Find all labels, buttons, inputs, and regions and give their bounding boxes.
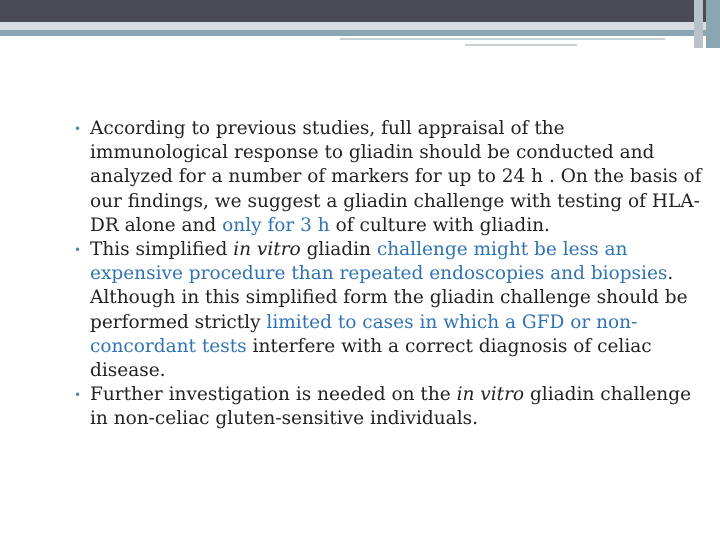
text-segment: gliadin challenge in non-celiac gluten-sensitive individuals. (90, 384, 692, 430)
header-accent-line (465, 44, 577, 46)
header-stripe-teal (0, 30, 720, 36)
bullet-text (90, 118, 702, 236)
highlighted-text: only for 3 h (222, 214, 330, 236)
text-segment: gliadin (300, 239, 377, 261)
header-bar (0, 0, 720, 22)
italic-text: in vitro (456, 384, 525, 406)
bullet-item (74, 238, 704, 383)
slide-body (74, 117, 704, 432)
header-stripe-light (0, 22, 720, 30)
bullet-text (90, 384, 691, 429)
corner-decoration (694, 0, 703, 48)
text-segment: interfere with a correct diagnosis of celiac disease. (90, 335, 652, 382)
header-accent-line (340, 38, 665, 40)
text-segment: According to previous studies, full appraisal of the immunological response to gliadin should be conducted and analyzed for a number of markers for up to 24 h . On the basis of our findings, we suggest a gliadin challenge with testing of HLA-DR alone and (90, 118, 702, 236)
bullet-text (90, 239, 688, 381)
italic-text: in vitro (233, 239, 301, 261)
corner-decoration (706, 0, 720, 48)
text-segment: Further investigation is needed on the (90, 384, 457, 406)
text-segment: . Although in this simplified form the gliadin challenge should be performed strictly (90, 263, 688, 333)
highlighted-text: limited to cases in which a GFD or non-concordant tests (90, 311, 638, 357)
bullet-item (74, 117, 704, 238)
text-segment: of culture with gliadin. (329, 214, 550, 236)
highlighted-text: challenge might be less an expensive procedure than repeated endoscopies and biopsies (90, 239, 668, 285)
bullet-icon: • (74, 122, 82, 136)
bullet-item (74, 383, 704, 431)
bullet-icon: • (74, 243, 82, 258)
bullet-icon: • (74, 388, 82, 403)
text-segment: This simplified (90, 239, 234, 261)
